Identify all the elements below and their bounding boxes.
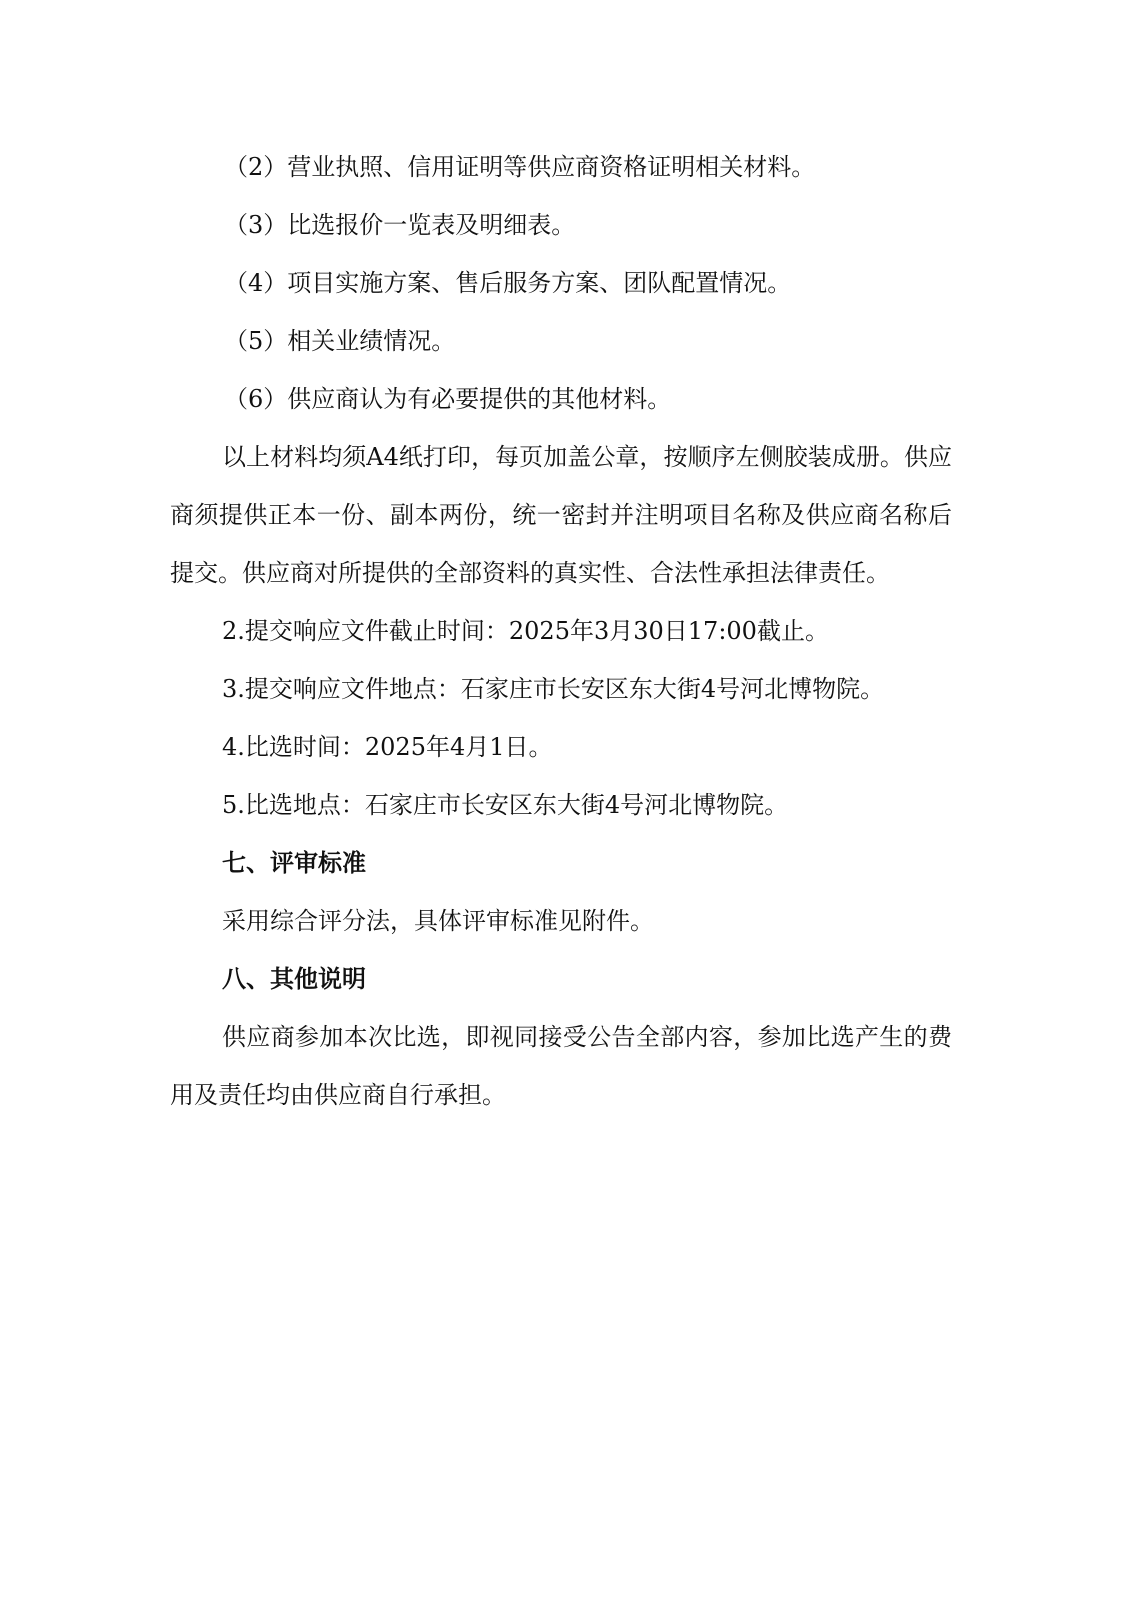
material-item: （4）项目实施方案、售后服务方案、团队配置情况。 <box>224 269 792 297</box>
section-8-heading: 八、其他说明 <box>222 965 366 993</box>
submission-deadline: 2.提交响应文件截止时间：2025年3月30日17:00截止。 <box>222 617 829 645</box>
document-body <box>170 138 952 1124</box>
submission-location: 3.提交响应文件地点：石家庄市长安区东大街4号河北博物院。 <box>222 675 885 703</box>
material-item: （2）营业执照、信用证明等供应商资格证明相关材料。 <box>224 153 816 181</box>
selection-location: 5.比选地点：石家庄市长安区东大街4号河北博物院。 <box>222 791 789 819</box>
section-8-body: 供应商参加本次比选，即视同接受公告全部内容，参加比选产生的费用及责任均由供应商自行承担。 <box>170 1023 952 1109</box>
section-7-body: 采用综合评分法，具体评审标准见附件。 <box>222 907 654 935</box>
selection-time: 4.比选时间：2025年4月1日。 <box>222 733 553 761</box>
section-7-heading: 七、评审标准 <box>222 849 366 877</box>
material-item: （5）相关业绩情况。 <box>224 327 456 355</box>
material-item: （3）比选报价一览表及明细表。 <box>224 211 576 239</box>
materials-note-paragraph: 以上材料均须A4纸打印，每页加盖公章，按顺序左侧胶装成册。供应商须提供正本一份、副本两份，统一密封并注明项目名称及供应商名称后提交。供应商对所提供的全部资料的真实性、合法性承担法律责任。 <box>170 443 952 587</box>
material-item: （6）供应商认为有必要提供的其他材料。 <box>224 385 672 413</box>
